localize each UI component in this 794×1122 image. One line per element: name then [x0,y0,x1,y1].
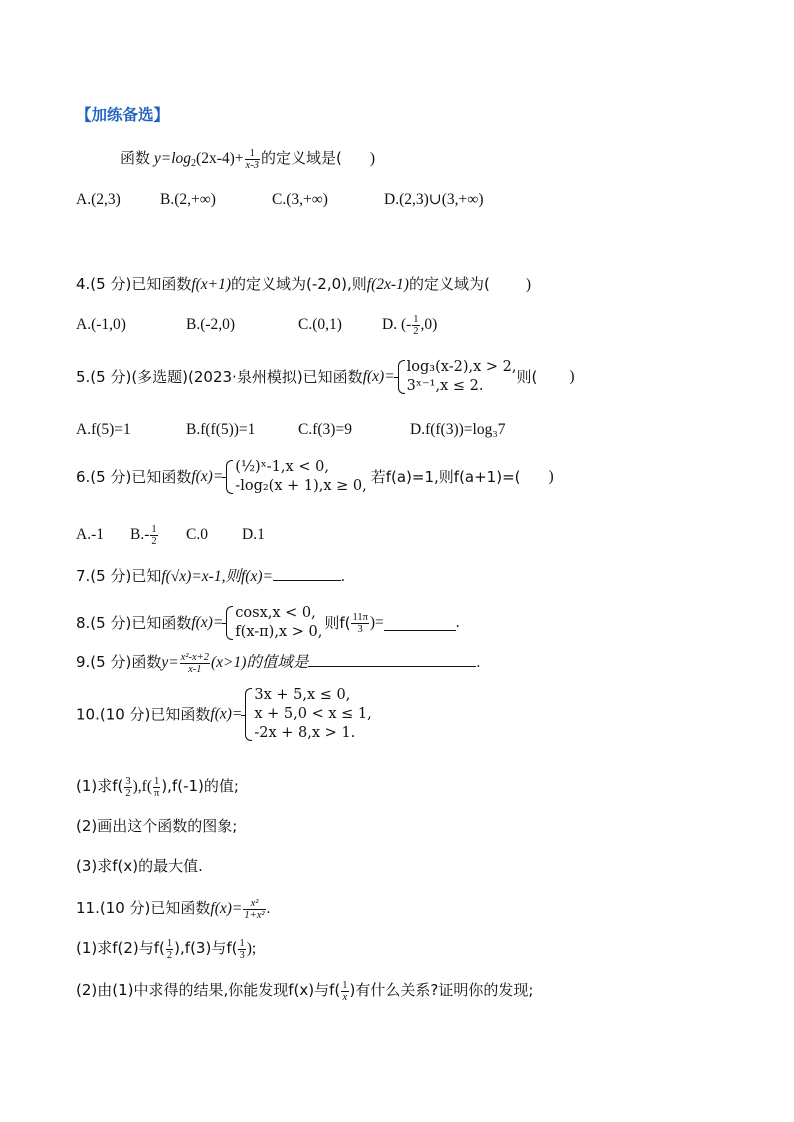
q6-stem: 6.(5 分)已知函数f(x)= (½)ˣ-1,x < 0, -log₂(x + 1),x ≥ 0, 若f(a)=1,则f(a+1)=( ) [76,459,554,494]
answer-blank [273,566,341,581]
option-d: D. (- $\frac{1}{2}$ ,0) [382,314,438,337]
option-a: A.f(5)=1 [76,421,131,438]
option-c: C.(3,+∞) [272,191,328,208]
option-b: B.(-2,0) [186,316,236,334]
q11-part2: (2)由(1)中求得的结果,你能发现f(x)与f( $\frac{1}{x}$ )有什么关系?证明你的发现; [76,980,534,1003]
q4-stem: 4.(5 分)已知函数f(x+1)的定义域为(-2,0),则f(2x-1)的定义域为( ) [76,275,531,293]
option-d: D.f(f(3))=log₃7 [410,421,506,438]
q11-part1: (1)求f(2)与f( $\frac{1}{2}$ ),f(3)与f( $\frac{1}{3}$ ); [76,938,257,961]
answer-blank [308,652,476,667]
extra-question-options [76,190,484,210]
option-d: D.(2,3)∪(3,+∞) [384,191,484,208]
q7-stem: 7.(5 分)已知f(√x)=x-1,则f(x)= . [76,567,345,585]
q4-options [76,314,437,337]
section-heading [76,106,169,126]
option-a: A.(-1,0) [76,316,126,334]
fraction: $\frac{1}{x-3}$ [245,148,259,171]
option-c: C.f(3)=9 [298,421,352,438]
piecewise-brace: (½)ˣ-1,x < 0, -log₂(x + 1),x ≥ 0, [223,458,366,496]
option-b: B.(2,+∞) [160,191,216,208]
q5-stem: 5.(5 分)(多选题)(2023·泉州模拟)已知函数f(x)= log₃(x-2),x > 2, 3ˣ⁻¹,x ≤ 2. 则( ) [76,359,575,394]
q10-stem: 10.(10 分)已知函数f(x)= 3x + 5,x ≤ 0, x + 5,0 < x ≤ 1, -2x + 8,x > 1. [76,687,372,741]
option-b: B.f(f(5))=1 [186,421,256,438]
answer-blank [384,616,456,631]
q10-part1: (1)求f( $\frac{3}{2}$ ),f( $\frac{1}{\pi}$ ),f(-1)的值; [76,776,239,799]
option-a: A.(2,3) [76,191,121,208]
q6-options [76,524,265,547]
q10-part3: (3)求f(x)的最大值. [76,857,203,875]
piecewise-brace: cosx,x < 0, f(x-π),x > 0, [223,604,322,642]
option-a: A.-1 [76,526,104,544]
section-heading-text: 【加练备选】 [76,107,170,124]
piecewise-brace: 3x + 5,x ≤ 0, x + 5,0 < x ≤ 1, -2x + 8,x > 1. [242,686,371,743]
q8-stem: 8.(5 分)已知函数f(x)= cosx,x < 0, f(x-π),x > 0, 则f( $\frac{11\pi}{3}$ )= . [76,605,460,640]
piecewise-brace: log₃(x-2),x > 2, 3ˣ⁻¹,x ≤ 2. [395,358,517,396]
q9-stem: 9.(5 分)函数y= $\frac{\text{x²-x+2}}{x-1}$ (x>1)的值域是 . [76,652,481,675]
option-d: D.1 [242,526,265,544]
option-b: B.- $\frac{1}{2}$ [130,524,157,547]
q10-part2: (2)画出这个函数的图象; [76,817,238,835]
extra-question-stem: 函数 $y=\log_2(2x-4)+$ $\frac{1}{x-3}$ 的定义域是( ) [120,148,375,171]
q11-stem: 11.(10 分)已知函数f(x)= $\frac{\text{x²}}{\text{1+x²}}$ . [76,898,271,921]
option-c: C.0 [186,526,208,544]
q5-options [76,420,506,440]
option-c: C.(0,1) [298,316,342,334]
